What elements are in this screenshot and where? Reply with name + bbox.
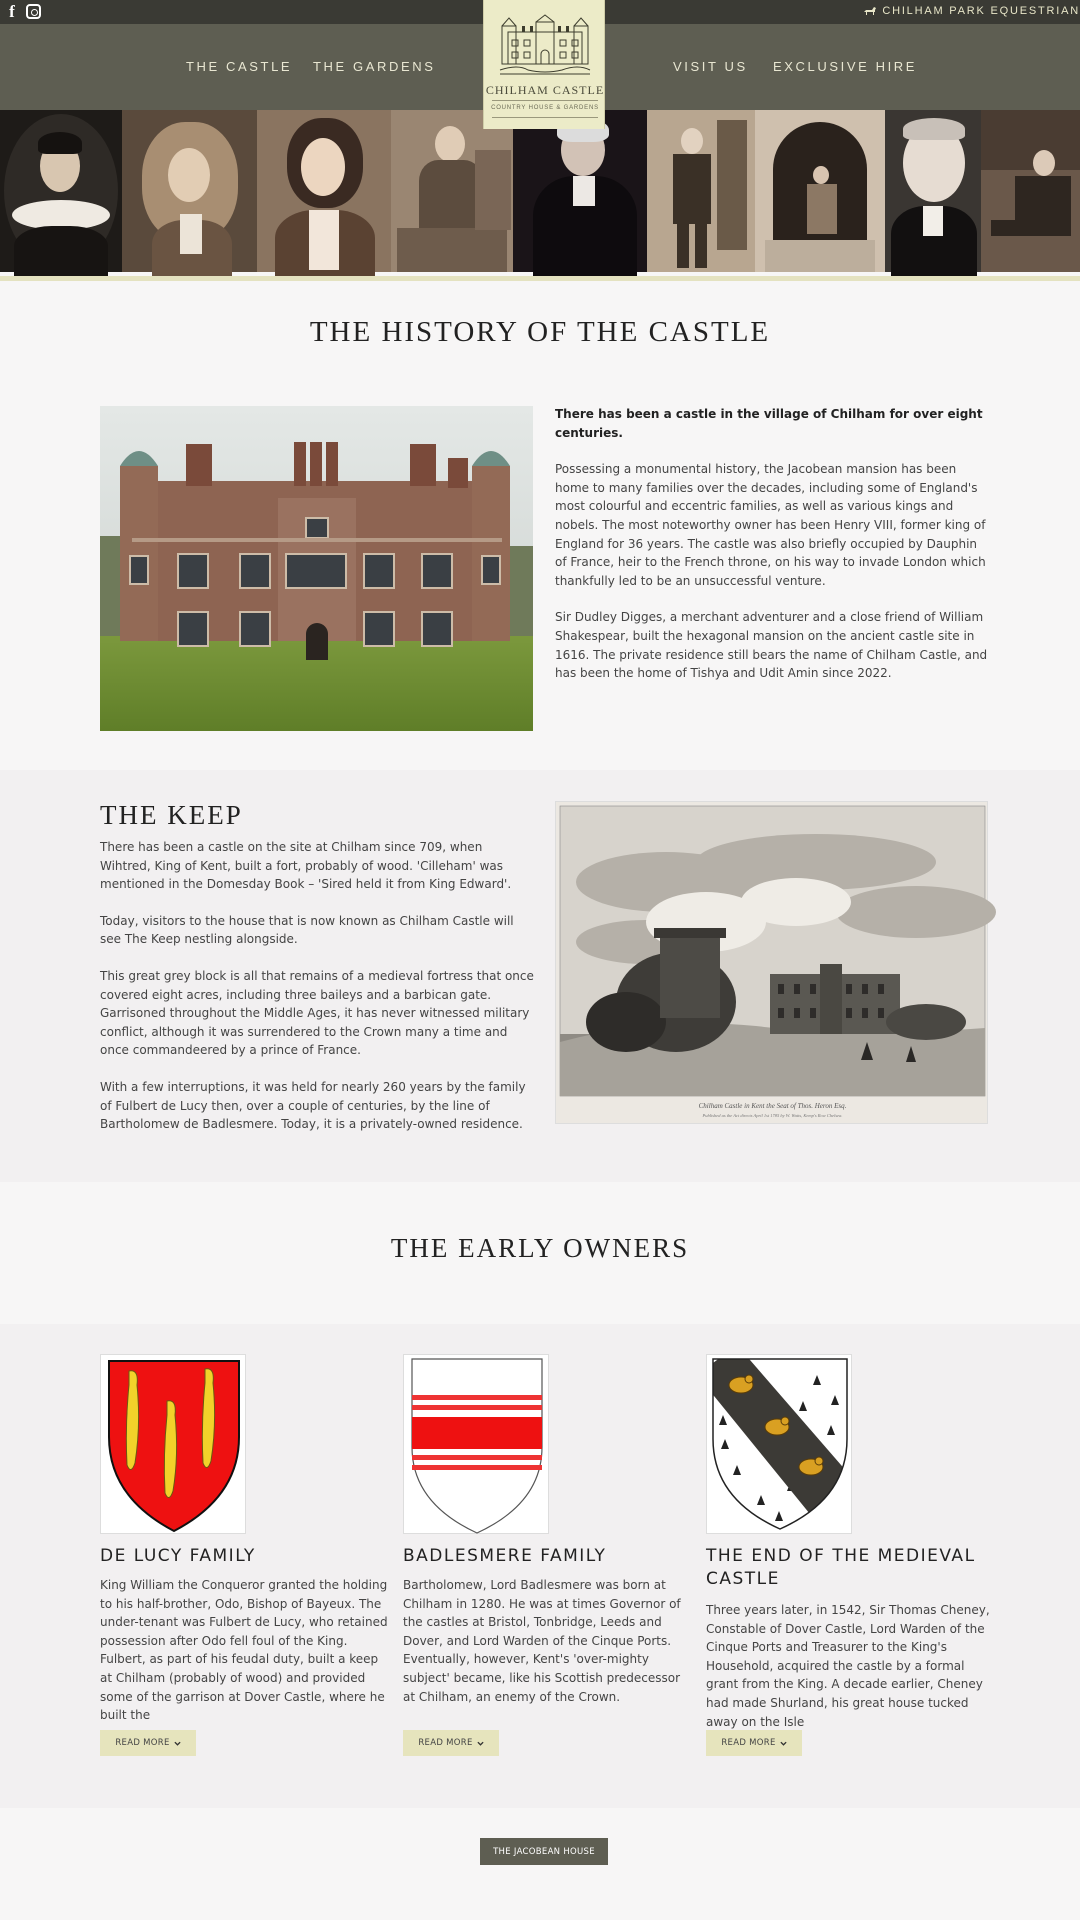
history-lead: There has been a castle in the village of Chilham for over eight centuries. (555, 407, 983, 440)
social-links (4, 3, 41, 20)
equestrian-label: CHILHAM PARK EQUESTRIAN (882, 5, 1080, 17)
nav-visit-us[interactable]: VISIT US (673, 59, 748, 74)
read-more-button[interactable] (706, 1730, 802, 1756)
instagram-icon[interactable] (26, 4, 41, 19)
chevron-down-icon (780, 1740, 787, 1747)
castle-logo-illustration (498, 12, 592, 78)
owners-title: THE EARLY OWNERS (390, 1233, 690, 1263)
portrait-image (755, 110, 885, 272)
portrait-banner (0, 110, 1080, 272)
logo-subtitle: COUNTRY HOUSE & GARDENS (491, 105, 599, 111)
family-text: King William the Conqueror granted the holding to his half-brother, Odo, Bishop of Bayeux. The under-tenant was Fulbert de Lucy, who retained possession after Odo fell foul of the King. Fulbert, as part of his feudal duty, built a keep at Chilham (probably of wood) and provided some of the garrison at Dover Castle, where he built the (100, 1578, 388, 1723)
logo-divider-bottom (492, 117, 598, 118)
nav-the-castle[interactable]: THE CASTLE (186, 59, 293, 74)
family-title: THE END OF THE MEDIEVAL CASTLE (706, 1546, 976, 1589)
family-title: BADLESMERE FAMILY (403, 1546, 607, 1566)
portrait-image (391, 110, 513, 272)
jacobean-house-button[interactable]: THE JACOBEAN HOUSE (480, 1838, 608, 1865)
keep-title: THE KEEP (100, 800, 243, 830)
logo-name: CHILHAM CASTLE (485, 83, 605, 97)
family-title: DE LUCY FAMILY (100, 1546, 256, 1566)
portrait-image (513, 110, 647, 272)
keep-paragraph: There has been a castle on the site at Chilham since 709, when Wihtred, King of Kent, built a fort, probably of wood. 'Cilleham' was mentioned in the Domesday Book – 'Sired held it from King Edward'. (100, 840, 512, 892)
portrait-image (981, 110, 1080, 272)
nav-the-gardens[interactable]: THE GARDENS (313, 59, 436, 74)
keep-text (100, 838, 536, 1152)
facebook-icon[interactable]: f (9, 2, 15, 21)
history-paragraph: Possessing a monumental history, the Jacobean mansion has been home to many families over the decades, including some of England's most colourful and eccentric families, as well as various kings and nobels. The most noteworthy owner has been Henry VIII, former king of England for 36 years. The castle was also briefly occupied by Dauphin of France, heir to the French throne, on his way to invade London which thankfully led to be an unsuccessful venture. (555, 462, 986, 588)
read-more-label: READ MORE (721, 1738, 776, 1748)
engraving-caption: Chilham Castle in Kent the Seat of Thos. Heron Esq. (698, 1102, 847, 1110)
portrait-image (257, 110, 391, 272)
read-more-label: READ MORE (115, 1738, 170, 1748)
keep-paragraph: Today, visitors to the house that is now known as Chilham Castle will see The Keep nestling alongside. (100, 913, 514, 947)
history-text (555, 405, 989, 701)
read-more-button[interactable] (403, 1730, 499, 1756)
history-title: THE HISTORY OF THE CASTLE (309, 316, 771, 348)
nav-exclusive-hire[interactable]: EXCLUSIVE HIRE (773, 59, 918, 74)
de-lucy-crest (100, 1354, 246, 1534)
banner-divider (0, 276, 1080, 281)
horse-icon (863, 6, 877, 16)
chevron-down-icon (174, 1740, 181, 1747)
badlesmere-crest (403, 1354, 549, 1534)
equestrian-link[interactable] (863, 5, 1080, 17)
portrait-image (122, 110, 257, 272)
read-more-label: READ MORE (418, 1738, 473, 1748)
keep-engraving (555, 801, 988, 1124)
cheney-crest (706, 1354, 852, 1534)
portrait-image (647, 110, 755, 272)
chevron-down-icon (477, 1740, 484, 1747)
family-text: Bartholomew, Lord Badlesmere was born at Chilham in 1280. He was at times Governor of the castles at Bristol, Tonbridge, Leeds and Dover, and Lord Warden of the Cinque Ports. Eventually, however, Kent's 'over-mighty subject' became, like his Scottish predecessor at Chilham, an enemy of the Crown. (403, 1578, 681, 1704)
portrait-image (885, 110, 981, 272)
read-more-button[interactable] (100, 1730, 196, 1756)
keep-paragraph: This great grey block is all that remains of a medieval fortress that once covered eight acres, including three baileys and a barbican gate. Garrisoned throughout the Middle Ages, it has never witnessed military conflict, although it was surrendered to the Crown many a time and once commandeered by a prince of France. (100, 968, 534, 1058)
engraving-subcaption: Published as the Act directs April 1st 1785 by W. Watts, Kemp's Row Chelsea. (702, 1113, 843, 1118)
keep-paragraph: With a few interruptions, it was held for nearly 260 years by the family of Fulbert de Lucy then, over a couple of centuries, by the line of Bartholomew de Badlesmere. Today, it is a privately-owned residence. (100, 1079, 526, 1132)
portrait-image (0, 110, 122, 272)
history-paragraph: Sir Dudley Digges, a merchant adventurer and a close friend of William Shakespear, built the hexagonal mansion on the ancient castle site in 1616. The private residence still bears the name of Chilham Castle, and has been the home of Tishya and Udit Amin since 2022. (555, 610, 988, 681)
site-logo[interactable] (483, 0, 605, 129)
logo-divider (492, 100, 598, 101)
family-text: Three years later, in 1542, Sir Thomas Cheney, Constable of Dover Castle, Lord Warden of the Cinque Ports and Treasurer to the King's Household, acquired the castle by a formal grant from the King. A decade earlier, Cheney had made Shurland, his great house tucked away on the Isle (706, 1603, 990, 1729)
castle-photo (100, 406, 533, 731)
